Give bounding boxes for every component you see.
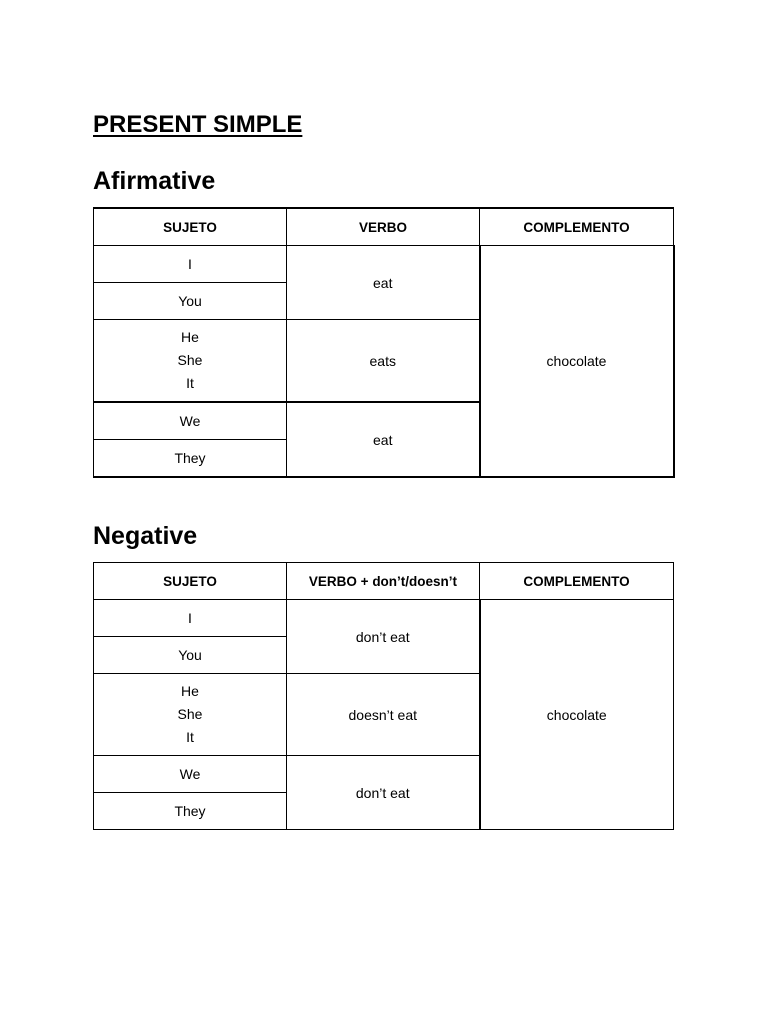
affirmative-heading: Afirmative — [93, 167, 216, 195]
header-verb: VERBO + don’t/doesn’t — [287, 563, 480, 600]
header-complement: COMPLEMENTO — [480, 563, 674, 600]
table-header-row — [94, 208, 674, 246]
subject-cell: They — [94, 440, 287, 478]
table-header-row — [94, 563, 674, 600]
subject-cell — [94, 320, 287, 403]
header-subject: SUJETO — [94, 208, 287, 246]
subject-cell: I — [94, 246, 287, 283]
subject-cell: You — [94, 283, 287, 320]
table-row — [94, 246, 674, 283]
subject-cell: We — [94, 756, 287, 793]
subject-he: He — [181, 683, 199, 699]
verb-cell: eat — [287, 246, 480, 320]
verb-cell: doesn’t eat — [287, 674, 480, 756]
table-row — [94, 600, 674, 637]
verb-cell: eats — [287, 320, 480, 403]
subject-she: She — [177, 352, 203, 368]
affirmative-table — [93, 207, 675, 478]
negative-table — [93, 562, 674, 830]
subject-cell: We — [94, 402, 287, 440]
subject-he: He — [181, 329, 199, 345]
subject-it: It — [186, 729, 194, 745]
complement-cell: chocolate — [480, 246, 674, 478]
subject-cell: They — [94, 793, 287, 830]
negative-heading: Negative — [93, 522, 198, 550]
page-title: PRESENT SIMPLE — [93, 111, 303, 138]
subject-cell — [94, 674, 287, 756]
subject-she: She — [177, 706, 203, 722]
header-verb: VERBO — [287, 208, 480, 246]
verb-cell: don’t eat — [287, 756, 480, 830]
header-subject: SUJETO — [94, 563, 287, 600]
verb-cell: eat — [287, 402, 480, 477]
subject-cell: You — [94, 637, 287, 674]
verb-cell: don’t eat — [287, 600, 480, 674]
complement-cell: chocolate — [480, 600, 674, 830]
subject-it: It — [186, 375, 194, 391]
subject-cell: I — [94, 600, 287, 637]
header-complement: COMPLEMENTO — [480, 208, 674, 246]
